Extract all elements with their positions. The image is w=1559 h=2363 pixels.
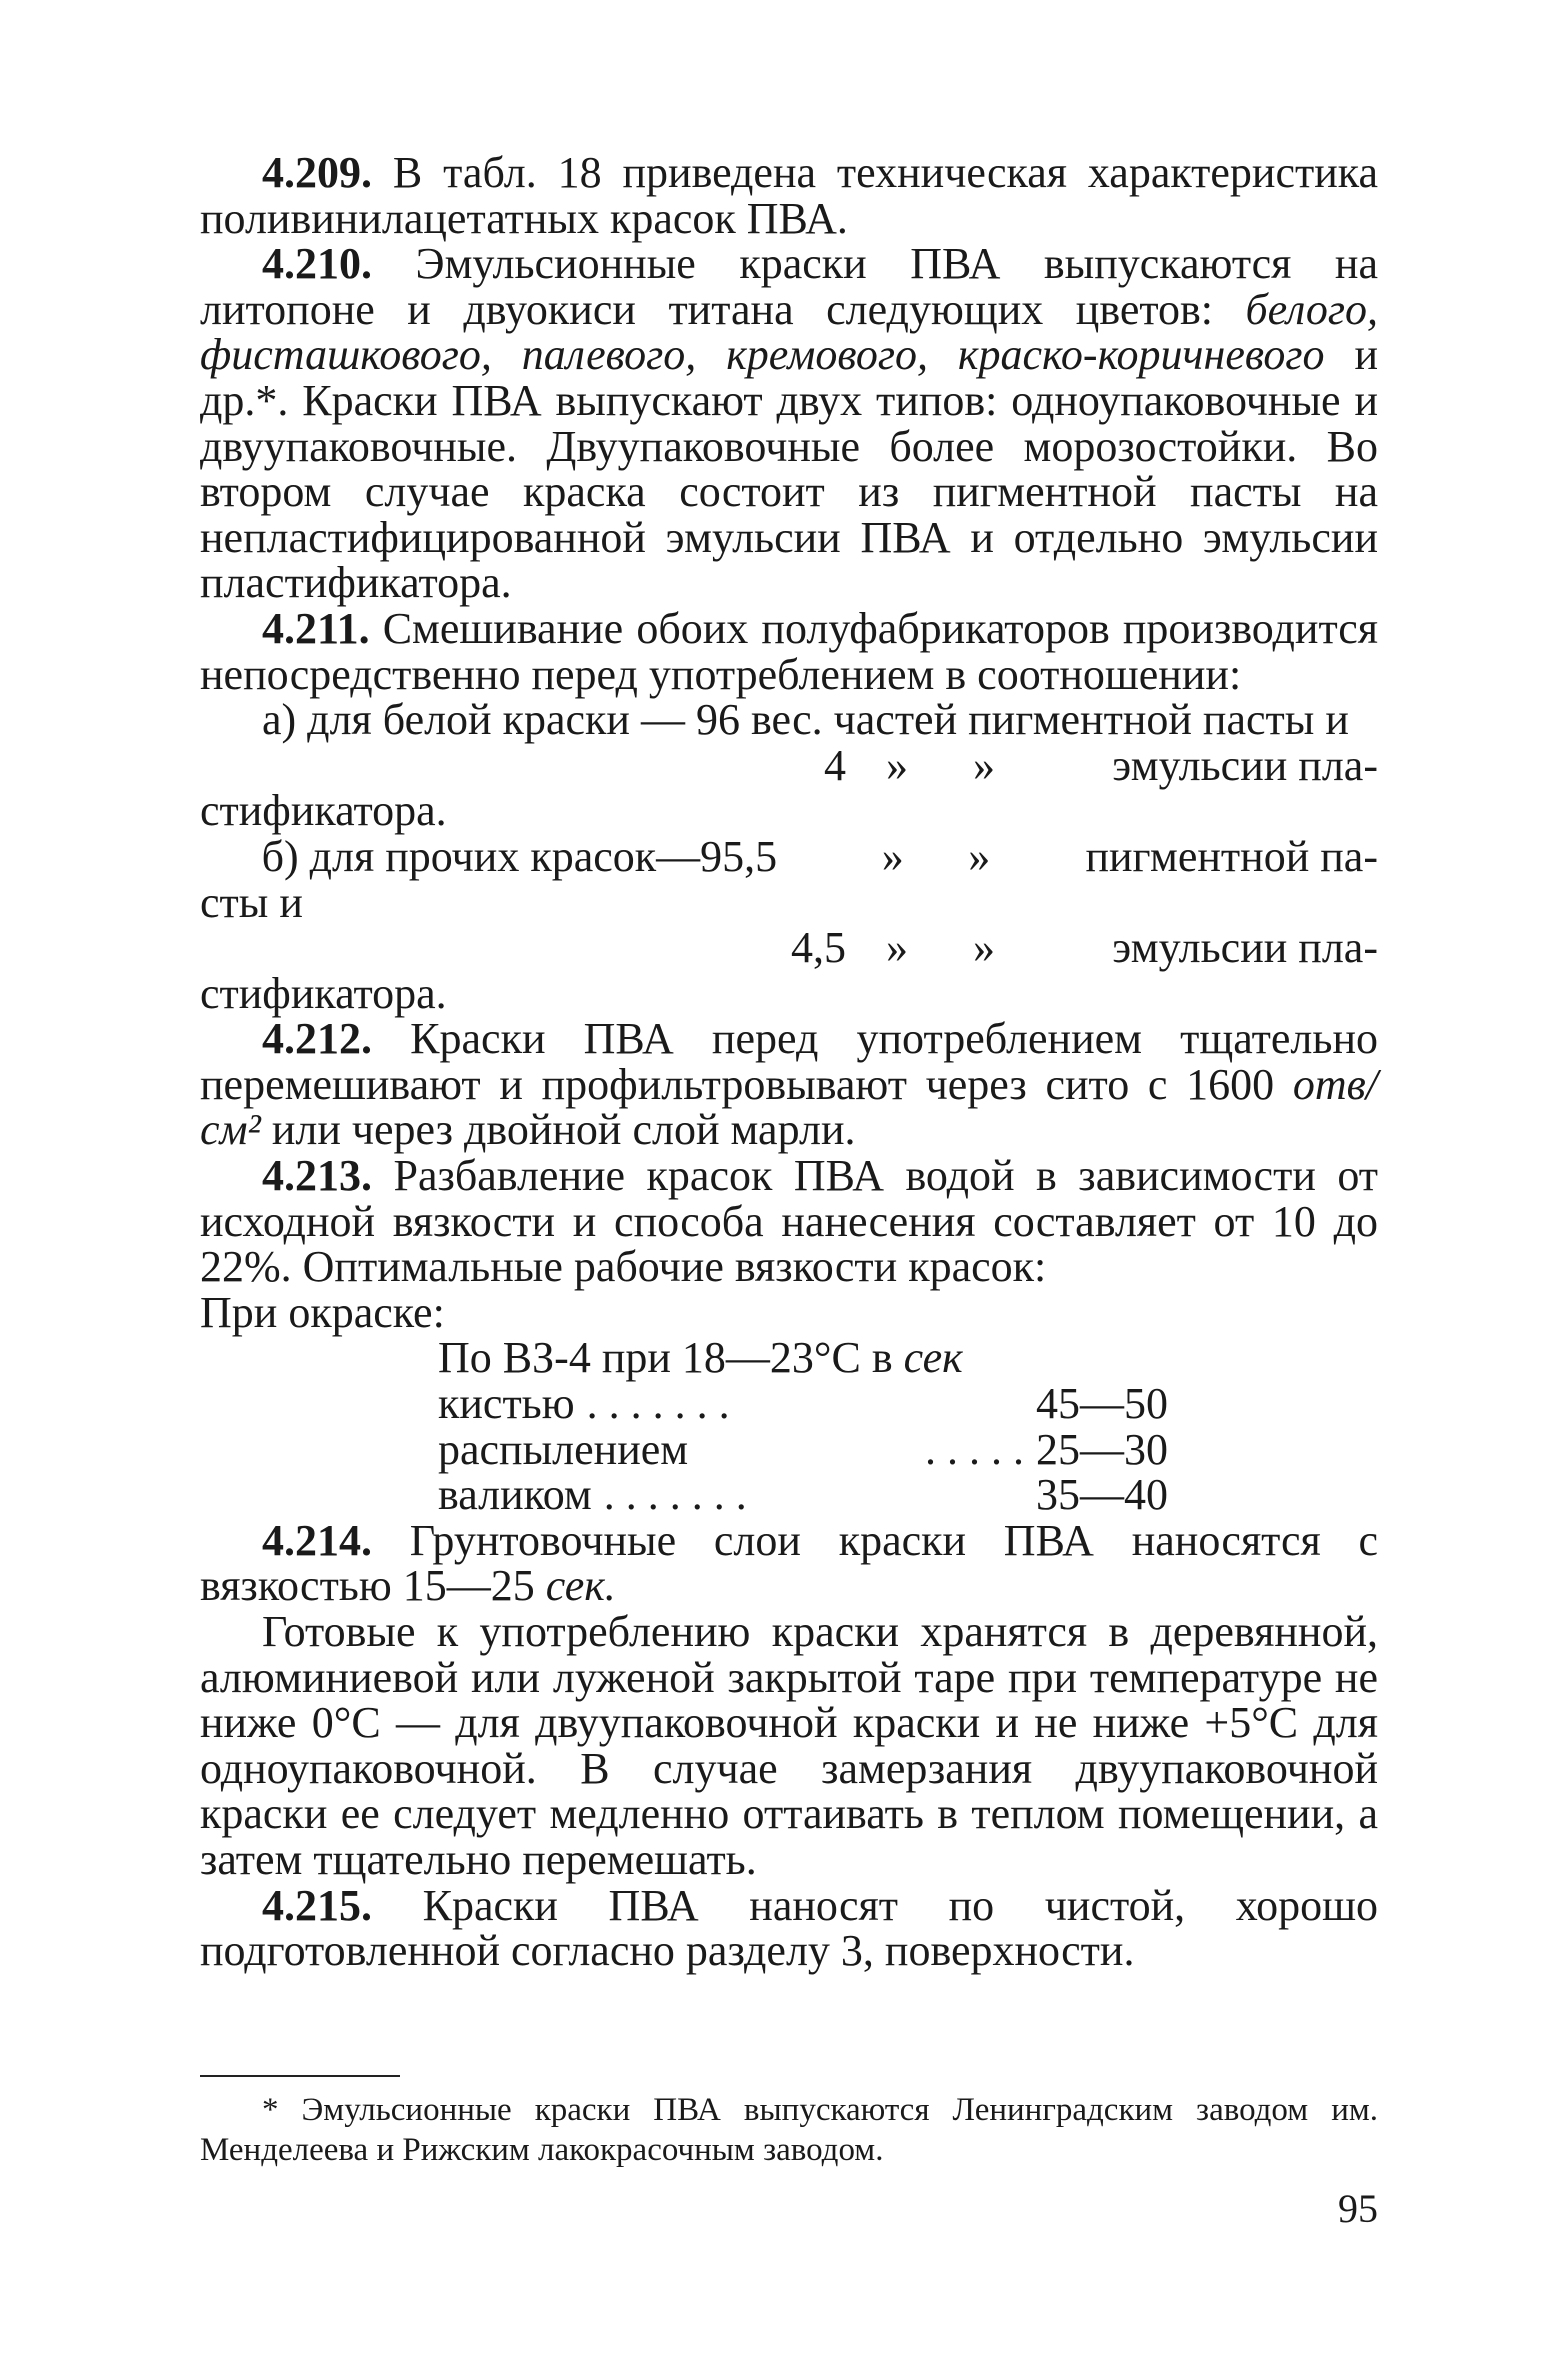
paragraph-4-213: 4.213. Разбавление красок ПВА водой в зависимости от исходной вязкости и способа нанесения составляет от 10 до 22%. Оптимальные рабочие вязкости красок: <box>200 1151 1378 1292</box>
viscosity-table <box>438 1333 1168 1520</box>
painting-label: При окраске: <box>200 1287 445 1337</box>
paragraph-4-209 <box>200 150 1378 241</box>
section-number: 4.210. <box>262 239 372 289</box>
paragraph-text: В табл. 18 приведена техническая характеристика поливинилацетатных красок ПВА. <box>200 148 1378 243</box>
section-number: 4.209. <box>262 148 372 197</box>
viscosity-row: распылением . . . . . 25—30 <box>438 1424 1168 1474</box>
mix-item-a: а) для белой краски — 96 вес. частей пигментной пасты и <box>262 695 1349 745</box>
section-number: 4.214. <box>262 1515 372 1565</box>
main-text <box>200 150 1378 1974</box>
mix-item-a-emulsion: 4 » » эмульсии пла- <box>824 740 1378 790</box>
paragraph-4-212: 4.212. Краски ПВА перед употреблением тщательно перемешивают и профильтровывают через сито с 1600 отв/см² или через двойной слой марли. <box>200 1014 1378 1155</box>
unit: отв/см² <box>200 1059 1378 1155</box>
section-number: 4.212. <box>262 1014 372 1064</box>
footnote-divider <box>200 2075 400 2077</box>
paragraph-4-215: 4.215. Краски ПВА наносят по чистой, хорошо подготовленной согласно разделу 3, поверхности. <box>200 1880 1378 1976</box>
viscosity-header: По ВЗ-4 при 18—23°С в сек <box>438 1333 963 1383</box>
colors-list: белого, фисташкового, палевого, кремового, краско-коричневого <box>200 284 1378 380</box>
mix-item-b-cont: сты и <box>200 877 303 927</box>
storage-paragraph: Готовые к употреблению краски хранятся в деревянной, алюминиевой или луженой закрытой таре при температуре не ниже 0°С — для двуупаковочной краски и не ниже +5°С для одноупаковочной. В случае замерзания двуупаковочной краски ее следует медленно оттаивать в теплом помещении, а затем тщательно перемешать. <box>200 1607 1378 1884</box>
viscosity-row: кистью . . . . . . . 45—50 <box>438 1379 1168 1429</box>
footnote-text: * Эмульсионные краски ПВА выпускаются Ленинградским заводом им. Менделеева и Рижским лакокрасочным заводом. <box>200 2092 1378 2168</box>
paragraph-4-211 <box>200 603 1378 699</box>
unit: сек. <box>545 1561 616 1611</box>
section-number: 4.215. <box>262 1880 372 1930</box>
section-number: 4.213. <box>262 1151 372 1201</box>
section-number: 4.211. <box>262 603 370 653</box>
paragraph-text: Смешивание обоих полуфабрикаторов производится непосредственно перед употреблением в соотношении: <box>200 603 1378 699</box>
mix-item-a-cont: стификатора. <box>200 786 447 836</box>
viscosity-row: валиком . . . . . . . 35—40 <box>438 1470 1168 1520</box>
paragraph-text: Эмульсионные краски ПВА выпускаются на литопоне и двуокиси титана следующих цветов: <box>200 239 1378 334</box>
mix-item-b-cont2: стификатора. <box>200 968 447 1018</box>
paragraph-4-210 <box>200 241 1378 606</box>
footnote <box>200 2090 1378 2170</box>
mix-item-b: б) для прочих красок—95,5 » » пигментной па- <box>261 831 1378 881</box>
page-number: 95 <box>1338 2186 1378 2231</box>
paragraph-4-214: 4.214. Грунтовочные слои краски ПВА наносятся с вязкостью 15—25 сек. <box>200 1515 1378 1611</box>
mix-item-b-emulsion: 4,5 » » эмульсии пла- <box>791 923 1378 973</box>
paragraph-text: и др.*. Краски ПВА выпускают двух типов: одноупаковочные и двуупаковочные. Двуупаковочные более морозостойки. Во втором случае краска состоит из пигментной пасты на непластифицированной эмульсии ПВА и отдельно эмульсии пластификатора. <box>200 330 1378 608</box>
